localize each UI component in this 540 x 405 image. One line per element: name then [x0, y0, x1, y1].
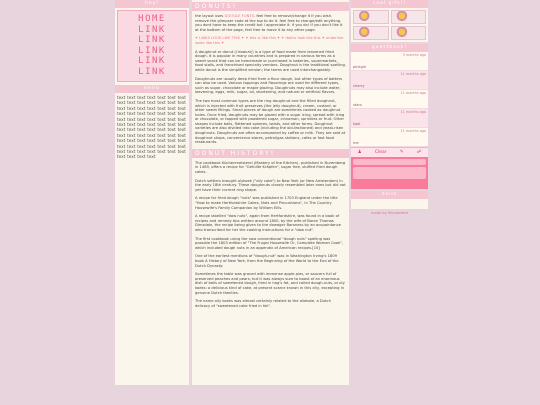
user-icon[interactable]: ♟ — [357, 150, 362, 155]
nav-link-home[interactable]: HOME — [138, 14, 166, 24]
right-sidebar — [351, 0, 428, 385]
entry-name: pinkgirl — [353, 65, 367, 69]
guestbook-entry — [351, 52, 428, 71]
entry-time: 11 months ago — [400, 72, 426, 76]
donut-gif-image — [353, 26, 389, 40]
google-fonts-link[interactable]: GOOGLE FONTS — [224, 14, 254, 18]
left-sidebar — [115, 0, 189, 385]
nav-link[interactable]: LINK — [138, 66, 166, 77]
nav-box-title: hey! — [115, 0, 189, 8]
gifs-title: cool gifs!! — [351, 0, 428, 8]
entry-name: cherry — [353, 84, 365, 88]
guestbook-form — [351, 157, 428, 189]
guestbook-entry — [351, 90, 428, 109]
history-paragraph-4: A recipe labelled "dow nuts", again from Hertfordshire, was found in a book of recipes and remedy tips written around 1800, by the wife of Baron Thomas Dimsdale, the recipe being given to the dowager Baroness by an acquaintance who transcribed for her the cooking instructions for a "dow nut". — [195, 214, 341, 232]
history-paragraph-8: The name oily koeks was almost certainly related to the oliebole, a Dutch delicacy of "sweetened cake fried in fat". — [195, 299, 331, 308]
entry-name: kool — [353, 122, 361, 126]
history-paragraph-3: A recipe for fried dough "nuts" was published in 1703 England under the title "How to make Hertfordshire Cakes, Nuts and Pincushions", in The Country Housewife's Family Companion by William Ellis. — [195, 196, 338, 210]
guestbook — [351, 52, 428, 189]
guestbook-entry — [351, 109, 428, 128]
entry-time: 3 months ago — [402, 53, 426, 57]
history-paragraph-6: One of the earliest mentions of "dough-nut" was in Washington Irving's 1809 book A History of New York, from the Beginning of the World to the End of the Dutch Dynasty: — [195, 254, 339, 268]
guestbook-entry — [351, 71, 428, 90]
history-paragraph-5: The first cookbook using the now conventional "dough nuts" spelling was possible the 1803 edition of "The Frugal Housewife Or, Complete Woman Cook", which included dough nuts in an appendix of American recipes.[10] — [195, 236, 344, 250]
page-layout — [115, 0, 428, 385]
nav-link[interactable]: LINK — [138, 35, 166, 45]
entry-time: 11 months ago — [400, 91, 426, 95]
entry-time: 11 months ago — [400, 110, 426, 114]
guestbook-title: guestbook! — [351, 44, 428, 52]
donut-gif-image — [391, 10, 427, 24]
nav-link[interactable]: LINK — [138, 45, 166, 56]
nav-menu — [117, 10, 187, 82]
guestbook-controls — [351, 147, 428, 157]
donuts-header: DONUTS! — [192, 2, 349, 11]
entry-time: 11 months ago — [400, 129, 426, 133]
link-icon[interactable]: ☍ — [416, 150, 422, 155]
bottom-box — [351, 199, 428, 209]
history-header: DONUT HISTORY! — [192, 149, 349, 158]
bottom-box-title: hello — [351, 191, 428, 199]
edit-icon[interactable]: ✎ — [399, 150, 404, 155]
gif-grid — [351, 8, 428, 42]
link-styles-line[interactable]: ✦ LINKS LOOK LIKE THIS ✦ ✦ this is like this ✦ ✦ italics look like this ✦ underline looks like this ✦ — [195, 36, 344, 45]
nav-link[interactable]: LINK — [138, 24, 166, 35]
donut-gif-image — [391, 26, 427, 40]
intro-text-b: . feel free to remove/change it if you wish. remove the glimpser code at the top to do it. feel free to change/edit anything. you dont have to keep the credit but i appreciate it. if you do! if you don't like it at the bottom of the page, feel free to move it to any other page. — [195, 14, 343, 32]
history-paragraph-2: Dutch settlers brought olykoek ("oily cake") to New York (or New Amsterdam) in the early 18th century. These doughnuts closely resembled later ones but did not yet have their current ring shape. — [195, 178, 346, 192]
footer-credit[interactable]: made by Nicolezetta — [370, 211, 409, 215]
donut-paragraph-1: A doughnut or donut (/ˈdoʊnʌt/) is a type of food made from leavened fried dough. It is popular in many countries and is prepared in various forms as a sweet snack that can be homemade or purchased in bakeries, supermarkets, food stalls, and franchised specialty vendors. Doughnut is the traditional spelling, while donut is the simplified version; the terms are used interchangeably. — [195, 49, 347, 72]
entry-name: me — [353, 141, 359, 145]
name-field[interactable] — [353, 159, 426, 165]
donut-paragraph-3: The two most common types are the ring doughnut and the filled doughnut, which is injected with fruit preserves (the jelly doughnut), cream, custard, or other sweet fillings. Small pieces of dough are sometimes cooked as doughnut holes. Once fried, doughnuts may be glazed with a sugar icing, spread with icing or chocolate, or topped with powdered sugar, cinnamon, sprinkles or fruit. Other shapes include balls, flattened spheres, twists, and other forms. Doughnut varieties are also divided into cake (including the old-fashioned) and yeast-risen doughnuts. Doughnuts are often accompanied by coffee or milk. They are sold at doughnut shops, convenience stores, petrol/gas stations, cafes or fast food restaurants. — [195, 98, 346, 145]
history-paragraph-7: Sometimes the table was graced with immense apple-pies, or saucers full of preserved peaches and pears; but it was always sure to boast of an enormous dish of balls of sweetened dough, fried in hog's fat, and called dough-nuts, or oly koeks: a delicious kind of cake, at present scarce known in this city, excepting in genuine Dutch families. — [195, 272, 345, 295]
clear-button[interactable]: Clear — [374, 150, 387, 155]
filler-text: text text text text text text text text text text text text text text text text text text text text text text text text text text text text text text text text text text text text text text text text text text text text text text text text text text text text text text text text text text text text text text text text text text text text text text text text text text text text text text text text text — [117, 95, 186, 160]
hello-box-title: hello — [115, 85, 189, 93]
intro-paragraph — [195, 14, 346, 32]
donut-paragraph-2: Doughnuts are usually deep fried from a flour dough, but other types of batters can also be used. Various toppings and flavorings are used for different types, such as sugar, chocolate or maple glazing. Doughnuts may also include water, leavening, eggs, milk, sugar, oil, shortening, and natural or artificial flavors. — [195, 76, 343, 95]
intro-text-a: the layout uses — [195, 14, 225, 18]
history-paragraph-1: The cookbook Küchenmeisterei (Mastery of the Kitchen), published in Nuremberg in 1485, offers a recipe for "Gefullte Kräpfen", sugar free, stuffed fried dough cakes. — [195, 160, 346, 175]
main-content — [192, 0, 349, 385]
message-field[interactable] — [353, 167, 426, 179]
entry-name: stars — [353, 103, 362, 107]
donut-gif-image — [353, 10, 389, 24]
guestbook-entry — [351, 128, 428, 147]
nav-link[interactable]: LINK — [138, 56, 166, 66]
